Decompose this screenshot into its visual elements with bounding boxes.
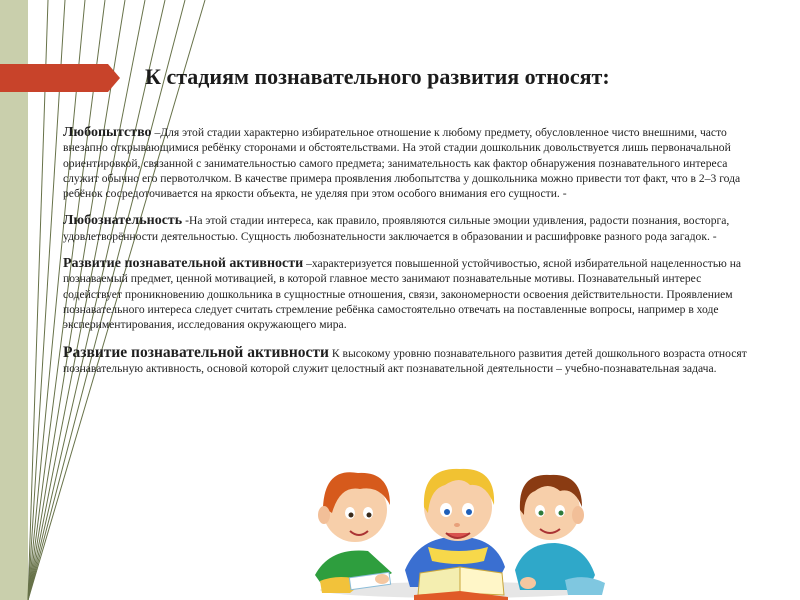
slide-title: К стадиям познавательного развития относят: [145, 64, 610, 89]
stage-heading: Развитие познавательной активности [63, 256, 304, 272]
stage-description: -На этой стадии интереса, как правило, проявляются сильные эмоции удивления, радости познания, восторга, удовлетворённости деятельностью. Сущность любознательности заключается в образовании и расшифровке разного рода загадок. - [63, 214, 730, 243]
content-area [63, 125, 763, 388]
stage-description: К высокому уровню познавательного развития детей дошкольного возраста относят познавательную активность, основой которой служит целостный акт познавательной деятельности – учебно-познавательная задача. [63, 346, 747, 375]
title-accent-band [0, 64, 120, 92]
stage-description: –характеризуется повышенной устойчивостью, ясной избирательной нацеленностью на познаваемый предмет, ценной мотивацией, в которой главное место занимают познавательные мотивы. Познавательный интерес содействует проникновению дошкольника в сущностные отношения, связи, закономерности освоения действительности. Проявлением познавательного интереса следует считать стремление ребёнка самостоятельно отвечать на поставленные вопросы, например в ходе экспериментирования, исследования окружающего мира. [63, 257, 742, 332]
stage-inquisitiveness [63, 213, 763, 244]
stage-heading: Любознательность [63, 213, 183, 229]
stage-description: –Для этой стадии характерно избирательное отношение к любому предмету, обусловленное чисто внешними, часто внезапно открывающимися ребёнку сторонами и обстоятельствами. На этой стадии дошкольник довольствуется лишь первоначальной ориентировкой, связанной с занимательностью самого предмета; занимательность как фактор обнаружения познавательного интереса служит обычно его первотолчком. В качестве примера проявления любопытства у дошкольника можно привести тот факт, что в 2–3 года ребёнок сосредоточивается на яркости объекта, не уделяя при этом особого внимания его сущности. - [63, 126, 741, 201]
stage-cognitive-activity-high [63, 345, 763, 377]
stage-curiosity [63, 125, 763, 201]
stage-heading: Любопытство [63, 125, 152, 140]
children-reading-icon [310, 455, 610, 600]
stage-heading: Развитие познавательной активности [63, 343, 329, 361]
stage-cognitive-activity [63, 256, 763, 332]
